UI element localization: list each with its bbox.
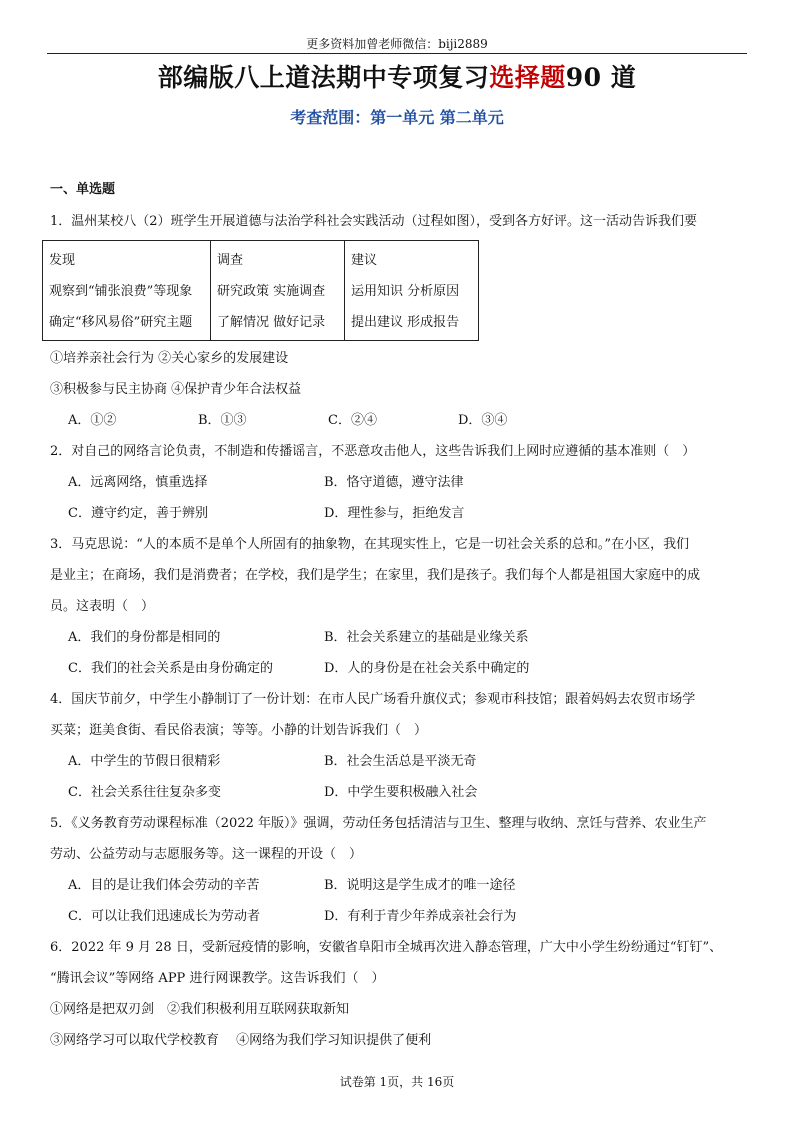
option-d[interactable]: D．中学生要积极融入社会 (324, 785, 478, 800)
question-list (50, 180, 754, 1056)
question-text: 2．对自己的网络言论负责，不制造和传播谣言，不恶意攻击他人，这些告诉我们上网时应遵循的基本准则（ ） (50, 444, 696, 459)
option-a[interactable]: A．我们的身份都是相同的 (68, 630, 221, 645)
answer-options (50, 498, 754, 529)
option-c[interactable]: C．可以让我们迅速成长为劳动者 (68, 909, 260, 924)
table-cell-investigate: 调查 研究政策 实施调查 了解情况 做好记录 (211, 241, 345, 341)
activity-process-table (42, 240, 479, 341)
statement-line: ①网络是把双刃剑 ②我们积极利用互联网获取新知 (50, 1002, 350, 1017)
question-text: 员。这表明（ ） (50, 599, 155, 614)
answer-options (50, 870, 754, 901)
answer-options (50, 746, 754, 777)
section-heading: 一、单选题 (50, 182, 116, 197)
statement-line: ①培养亲社会行为 ②关心家乡的发展建设 (50, 351, 289, 366)
title-count: 90 道 (565, 63, 637, 92)
option-b[interactable]: B．说明这是学生成才的唯一途径 (324, 878, 516, 893)
header-text: 更多资料加曾老师微信：biji2889 (306, 37, 488, 51)
question-4 (50, 684, 754, 808)
answer-options (50, 467, 754, 498)
question-5 (50, 808, 754, 932)
option-c[interactable]: C．遵守约定，善于辨别 (68, 506, 208, 521)
option-a[interactable]: A．中学生的节假日很精彩 (68, 754, 221, 769)
answer-options (50, 653, 754, 684)
option-a[interactable]: A．目的是让我们体会劳动的辛苦 (68, 878, 260, 893)
option-c[interactable]: C．②④ (328, 413, 377, 428)
question-2 (50, 436, 754, 529)
question-text: “腾讯会议”等网络 APP 进行网课教学。这告诉我们（ ） (50, 971, 385, 986)
statement-line: ③积极参与民主协商 ④保护青少年合法权益 (50, 382, 302, 397)
option-d[interactable]: D．理性参与，拒绝发言 (324, 506, 465, 521)
option-b[interactable]: B．社会关系建立的基础是业缘关系 (324, 630, 529, 645)
question-6 (50, 932, 754, 1056)
statement-line: ③网络学习可以取代学校教育 ④网络为我们学习知识提供了便利 (50, 1033, 432, 1048)
page-subtitle: 考查范围：第一单元 第二单元 (290, 108, 504, 127)
table-cell-discover: 发现 观察到“铺张浪费”等现象 确定“移风易俗”研究主题 (43, 241, 211, 341)
option-a[interactable]: A．远离网络，慎重选择 (68, 475, 208, 490)
page-title (0, 58, 794, 94)
option-d[interactable]: D．有利于青少年养成亲社会行为 (324, 909, 517, 924)
question-text: 是业主；在商场，我们是消费者；在学校，我们是学生；在家里，我们是孩子。我们每个人都是祖国大家庭中的成 (50, 568, 701, 583)
title-main: 部编版八上道法期中专项复习 (157, 63, 490, 92)
option-d[interactable]: D．人的身份是在社会关系中确定的 (324, 661, 530, 676)
answer-options (50, 622, 754, 653)
option-d[interactable]: D．③④ (458, 413, 508, 428)
answer-options (50, 777, 754, 808)
option-b[interactable]: B．社会生活总是平淡无奇 (324, 754, 477, 769)
question-text: 买菜；逛美食街、看民俗表演；等等。小静的计划告诉我们（ ） (50, 723, 428, 738)
question-3 (50, 529, 754, 684)
question-text: 3．马克思说：“人的本质不是单个人所固有的抽象物，在其现实性上，它是一切社会关系的总和。”在小区，我们 (50, 537, 690, 552)
option-b[interactable]: B．恪守道德，遵守法律 (324, 475, 464, 490)
table-cell-suggest: 建议 运用知识 分析原因 提出建议 形成报告 (345, 241, 479, 341)
answer-options (50, 405, 754, 436)
header-rule (47, 53, 747, 54)
question-text: 4．国庆节前夕，中学生小静制订了一份计划：在市人民广场看升旗仪式；参观市科技馆；跟着妈妈去农贸市场学 (50, 692, 696, 707)
option-b[interactable]: B．①③ (198, 413, 247, 428)
question-text: 5．《义务教育劳动课程标准（2022 年版）》强调，劳动任务包括清洁与卫生、整理与收纳、烹饪与营养、农业生产 (50, 816, 707, 831)
answer-options (50, 901, 754, 932)
option-c[interactable]: C．我们的社会关系是由身份确定的 (68, 661, 273, 676)
title-highlight: 选择题 (489, 63, 566, 92)
question-1 (50, 206, 754, 436)
question-text: 1．温州某校八（2）班学生开展道德与法治学科社会实践活动（过程如图），受到各方好评。这一活动告诉我们要 (50, 214, 698, 229)
page-footer: 试卷第 1页，共 16页 (339, 1075, 455, 1089)
option-a[interactable]: A．①② (68, 413, 117, 428)
question-text: 劳动、公益劳动与志愿服务等。这一课程的开设（ ） (50, 847, 363, 862)
question-text: 6．2022 年 9 月 28 日，受新冠疫情的影响，安徽省阜阳市全城再次进入静态管理，广大中小学生纷纷通过“钉钉”、 (50, 940, 723, 955)
option-c[interactable]: C．社会关系往往复杂多变 (68, 785, 221, 800)
